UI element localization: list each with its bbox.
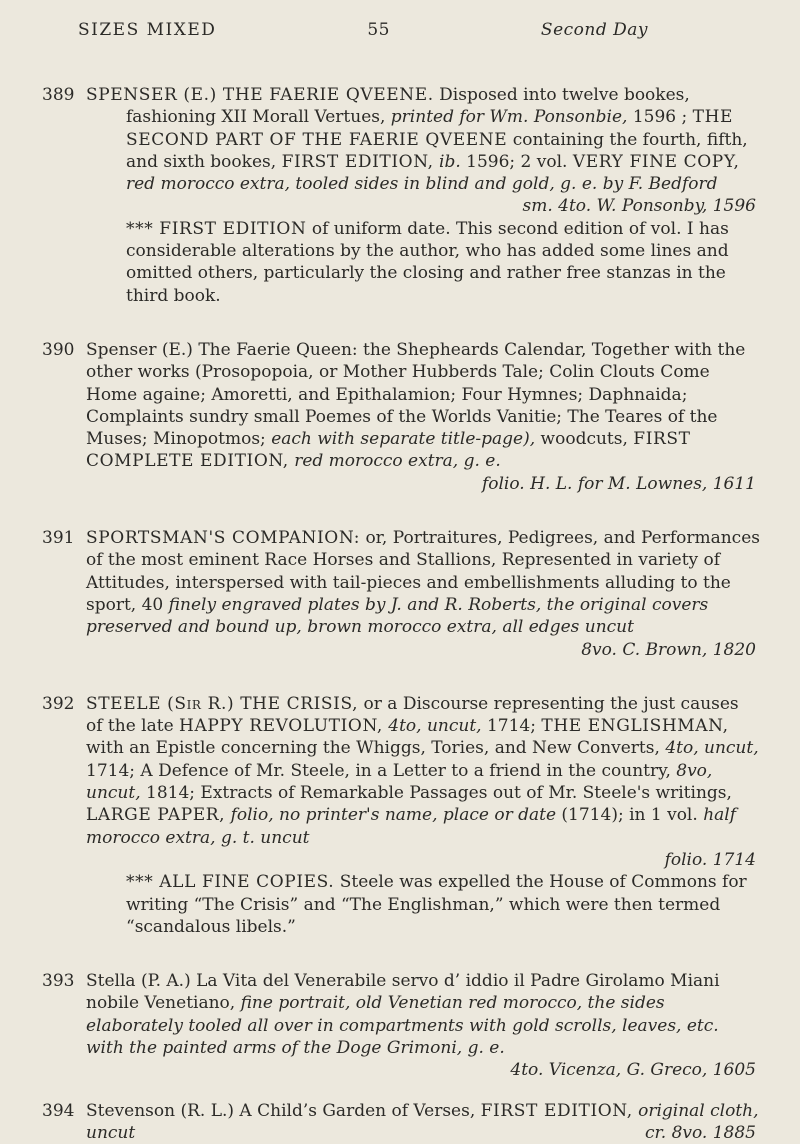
note-lead: *** ALL FINE COPIES. bbox=[126, 872, 335, 893]
lot-description: STEELE (Sir R.) THE CRISIS, or a Discourse representing the just causes of the late HAPPY REVOLUTION, 4to, uncut, 1714; THE ENGLISHMAN, with an Epistle concerning the Whiggs, Tories, and New Converts, 4to, uncut, 1714; A Defence of Mr. Steele, in a Letter to a friend in the country, 8vo, uncut, 1814; Extracts of Remarkable Passages out of Mr. Steele's writings, LARGE PAPER, folio, no printer's name, place or date (1714); in 1 vol. half morocco extra, g. t. uncut folio. 1714 *** ALL FINE COPIES. Steele was expelled the House of Commons for writing “The Crisis” and “The Englishman,” which were then termed “scandalous libels.” bbox=[86, 693, 759, 937]
lot-number: 394 bbox=[42, 1100, 75, 1121]
lot-imprint: folio. H. L. for M. Lownes, 1611 bbox=[481, 473, 756, 494]
header-day-title: Second Day bbox=[540, 20, 648, 40]
lot-title: STEELE (Sir R.) THE CRISIS, bbox=[86, 693, 359, 714]
lot-note: Steele was expelled the House of Commons for writing “The Crisis” and “The Englishman,” which were then termed “scandalous libels.” bbox=[126, 872, 747, 937]
lot-entry bbox=[40, 527, 760, 661]
lot-description: Stella (P. A.) La Vita del Venerabile servo d’ iddio il Padre Girolamo Miani nobile Venetiano, fine portrait, old Venetian red morocco, the sides elaborately tooled all over in compartments with gold scrolls, leaves, etc. with the painted arms of the Doge Grimoni, g. e. 4to. Vicenza, G. Greco, 1605 bbox=[86, 970, 760, 1081]
lot-imprint: 8vo. C. Brown, 1820 bbox=[581, 639, 756, 660]
lot-title: SPORTSMAN'S COMPANION: bbox=[86, 528, 361, 549]
lot-number: 389 bbox=[42, 85, 75, 105]
lot-entry bbox=[40, 84, 760, 307]
lot-number: 390 bbox=[42, 339, 75, 360]
lot-imprint: folio. 1714 bbox=[664, 849, 756, 870]
lot-number: 391 bbox=[42, 528, 75, 549]
lot-number: 392 bbox=[42, 693, 75, 714]
lot-description: Stevenson (R. L.) A Child’s Garden of Verses, FIRST EDITION, original cloth, uncut cr. 8vo. 1885 bbox=[86, 1100, 759, 1144]
lot-description: SPENSER (E.) THE FAERIE QVEENE. Disposed into twelve bookes, fashioning XII Morall Vertues, printed for Wm. Ponsonbie, 1596 ; THE SECOND PART OF THE FAERIE QVEENE containing the fourth, fifth, and sixth bookes, FIRST EDITION, ib. 1596; 2 vol. VERY FINE COPY, red morocco extra, tooled sides in blind and gold, g. e. by F. Bedford sm. 4to. W. Ponsonby, 1596 *** FIRST EDITION of uniform date. This second edition of vol. I has considerable alterations by the author, who has added some lines and omitted others, particularly the closing and rather free stanzas in the third book. bbox=[86, 84, 760, 307]
header-section-title: SIZES MIXED bbox=[78, 20, 217, 40]
lot-description: SPORTSMAN'S COMPANION: or, Portraitures, Pedigrees, and Performances of the most eminent Race Horses and Stallions, Represented in variety of Attitudes, interspersed with tail-pieces and embellishments alluding to the sport, 40 finely engraved plates by J. and R. Roberts, the original covers preserved and bound up, brown morocco extra, all edges uncut 8vo. C. Brown, 1820 bbox=[86, 528, 760, 660]
lot-imprint: 4to. Vicenza, G. Greco, 1605 bbox=[510, 1060, 756, 1081]
page-number: 55 bbox=[367, 20, 390, 40]
lot-note: of uniform date. This second edition of vol. I has considerable alterations by the author, who has added some lines and omitted others, particularly the closing and rather free stanzas in the third book. bbox=[126, 218, 729, 306]
lot-entry bbox=[40, 339, 760, 495]
lot-entry bbox=[40, 970, 760, 1081]
lot-imprint: cr. 8vo. 1885 bbox=[644, 1123, 756, 1144]
lot-title: SPENSER (E.) THE FAERIE QVEENE. bbox=[86, 85, 434, 105]
lot-entry bbox=[40, 693, 760, 938]
lot-imprint: sm. 4to. W. Ponsonby, 1596 bbox=[522, 196, 756, 217]
lot-number: 393 bbox=[42, 971, 75, 992]
lot-entry bbox=[40, 1100, 760, 1144]
lot-description: Spenser (E.) The Faerie Queen: the Shepheards Calendar, Together with the other works (Prosopopoia, or Mother Hubberds Tale; Colin Clouts Come Home againe; Amoretti, and Epithalamion; Four Hymnes; Daphnaida; Complaints sundry small Poemes of the Worlds Vanitie; The Teares of the Muses; Minopotmos; each with separate title-page), woodcuts, FIRST COMPLETE EDITION, red morocco extra, g. e. folio. H. L. for M. Lownes, 1611 bbox=[86, 339, 760, 495]
running-head bbox=[40, 20, 760, 52]
note-lead: *** FIRST EDITION bbox=[126, 218, 307, 239]
